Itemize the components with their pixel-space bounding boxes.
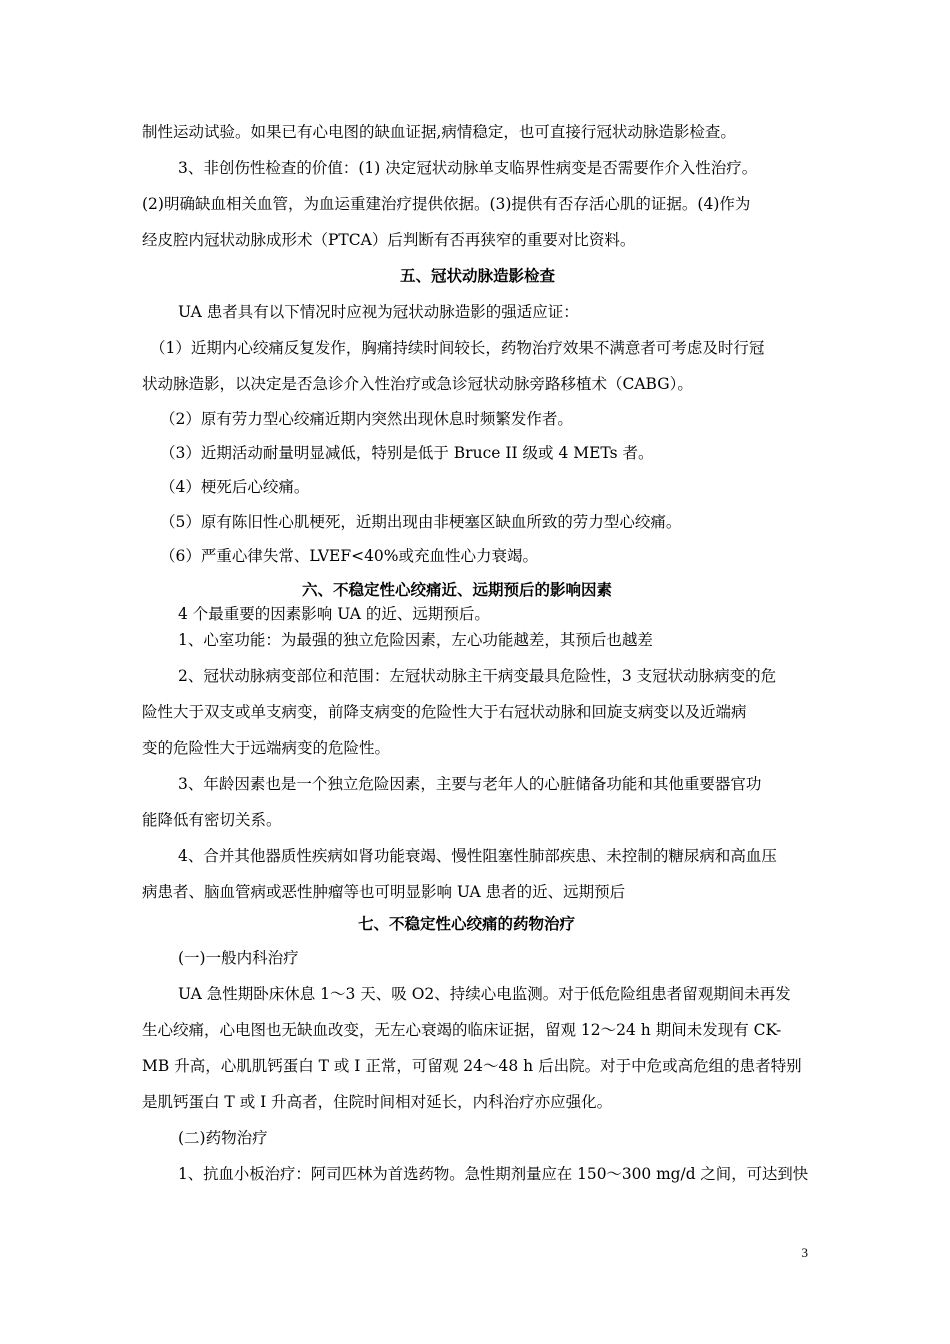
body-line: 1、心室功能：为最强的独立危险因素，左心功能越差，其预后也越差 xyxy=(178,631,653,649)
body-line: （5）原有陈旧性心肌梗死，近期出现由非梗塞区缺血所致的劳力型心绞痛。 xyxy=(160,513,682,531)
page-number: 3 xyxy=(801,1245,808,1260)
body-line: 3、年龄因素也是一个独立危险因素，主要与老年人的心脏储备功能和其他重要器官功 xyxy=(178,775,762,793)
body-line: 是肌钙蛋白 T 或 I 升高者，住院时间相对延长，内科治疗亦应强化。 xyxy=(142,1093,613,1111)
body-line: 经皮腔内冠状动脉成形术（PTCA）后判断有否再狭窄的重要对比资料。 xyxy=(142,231,636,249)
body-line: UA 患者具有以下情况时应视为冠状动脉造影的强适应证： xyxy=(178,303,579,321)
body-line: 3、非创伤性检查的价值：(1) 决定冠状动脉单支临界性病变是否需要作介入性治疗。 xyxy=(178,159,758,177)
body-line: UA 急性期卧床休息 1～3 天、吸 O2、持续心电监测。对于低危险组患者留观期间未再发 xyxy=(178,985,791,1003)
body-line: 病患者、脑血管病或恶性肿瘤等也可明显影响 UA 患者的近、远期预后 xyxy=(142,883,626,901)
body-line: （1）近期内心绞痛反复发作，胸痛持续时间较长，药物治疗效果不满意者可考虑及时行冠 xyxy=(150,339,765,357)
body-line: 状动脉造影，以决定是否急诊介入性治疗或急诊冠状动脉旁路移植术（CABG）。 xyxy=(142,375,693,393)
body-line: 生心绞痛，心电图也无缺血改变，无左心衰竭的临床证据，留观 12～24 h 期间未发现有 CK- xyxy=(142,1021,782,1039)
body-line: (2)明确缺血相关血管，为血运重建治疗提供依据。(3)提供有否存活心肌的证据。(4)作为 xyxy=(142,195,751,213)
body-line: 变的危险性大于远端病变的危险性。 xyxy=(142,739,391,757)
body-line: (二)药物治疗 xyxy=(178,1129,268,1147)
body-line: 险性大于双支或单支病变，前降支病变的危险性大于右冠状动脉和回旋支病变以及近端病 xyxy=(142,703,747,721)
body-line: （2）原有劳力型心绞痛近期内突然出现休息时频繁发作者。 xyxy=(160,410,573,428)
body-line: 4、合并其他器质性疾病如肾功能衰竭、慢性阻塞性肺部疾患、未控制的糖尿病和高血压 xyxy=(178,847,777,865)
body-line: 4 个最重要的因素影响 UA 的近、远期预后。 xyxy=(178,605,490,623)
body-line: MB 升高，心肌肌钙蛋白 T 或 I 正常，可留观 24～48 h 后出院。对于中危或高危组的患者特别 xyxy=(142,1057,802,1075)
body-line: (一)一般内科治疗 xyxy=(178,949,299,967)
body-line: （3）近期活动耐量明显减低，特别是低于 Bruce II 级或 4 METs 者。 xyxy=(160,444,654,462)
section-heading: 五、冠状动脉造影检查 xyxy=(400,266,556,285)
body-line: 2、冠状动脉病变部位和范围：左冠状动脉主干病变最具危险性，3 支冠状动脉病变的危 xyxy=(178,667,777,685)
body-line: （6）严重心律失常、LVEF<40%或充血性心力衰竭。 xyxy=(160,547,539,565)
body-line: 1、抗血小板治疗：阿司匹林为首选药物。急性期剂量应在 150～300 mg/d 之间，可达到快 xyxy=(178,1165,809,1183)
body-line: 制性运动试验。如果已有心电图的缺血证据,病情稳定，也可直接行冠状动脉造影检查。 xyxy=(142,123,736,141)
section-heading: 六、不稳定性心绞痛近、远期预后的影响因素 xyxy=(302,580,613,599)
section-heading: 七、不稳定性心绞痛的药物治疗 xyxy=(358,914,576,933)
body-line: 能降低有密切关系。 xyxy=(142,811,282,829)
body-line: （4）梗死后心绞痛。 xyxy=(160,478,310,496)
